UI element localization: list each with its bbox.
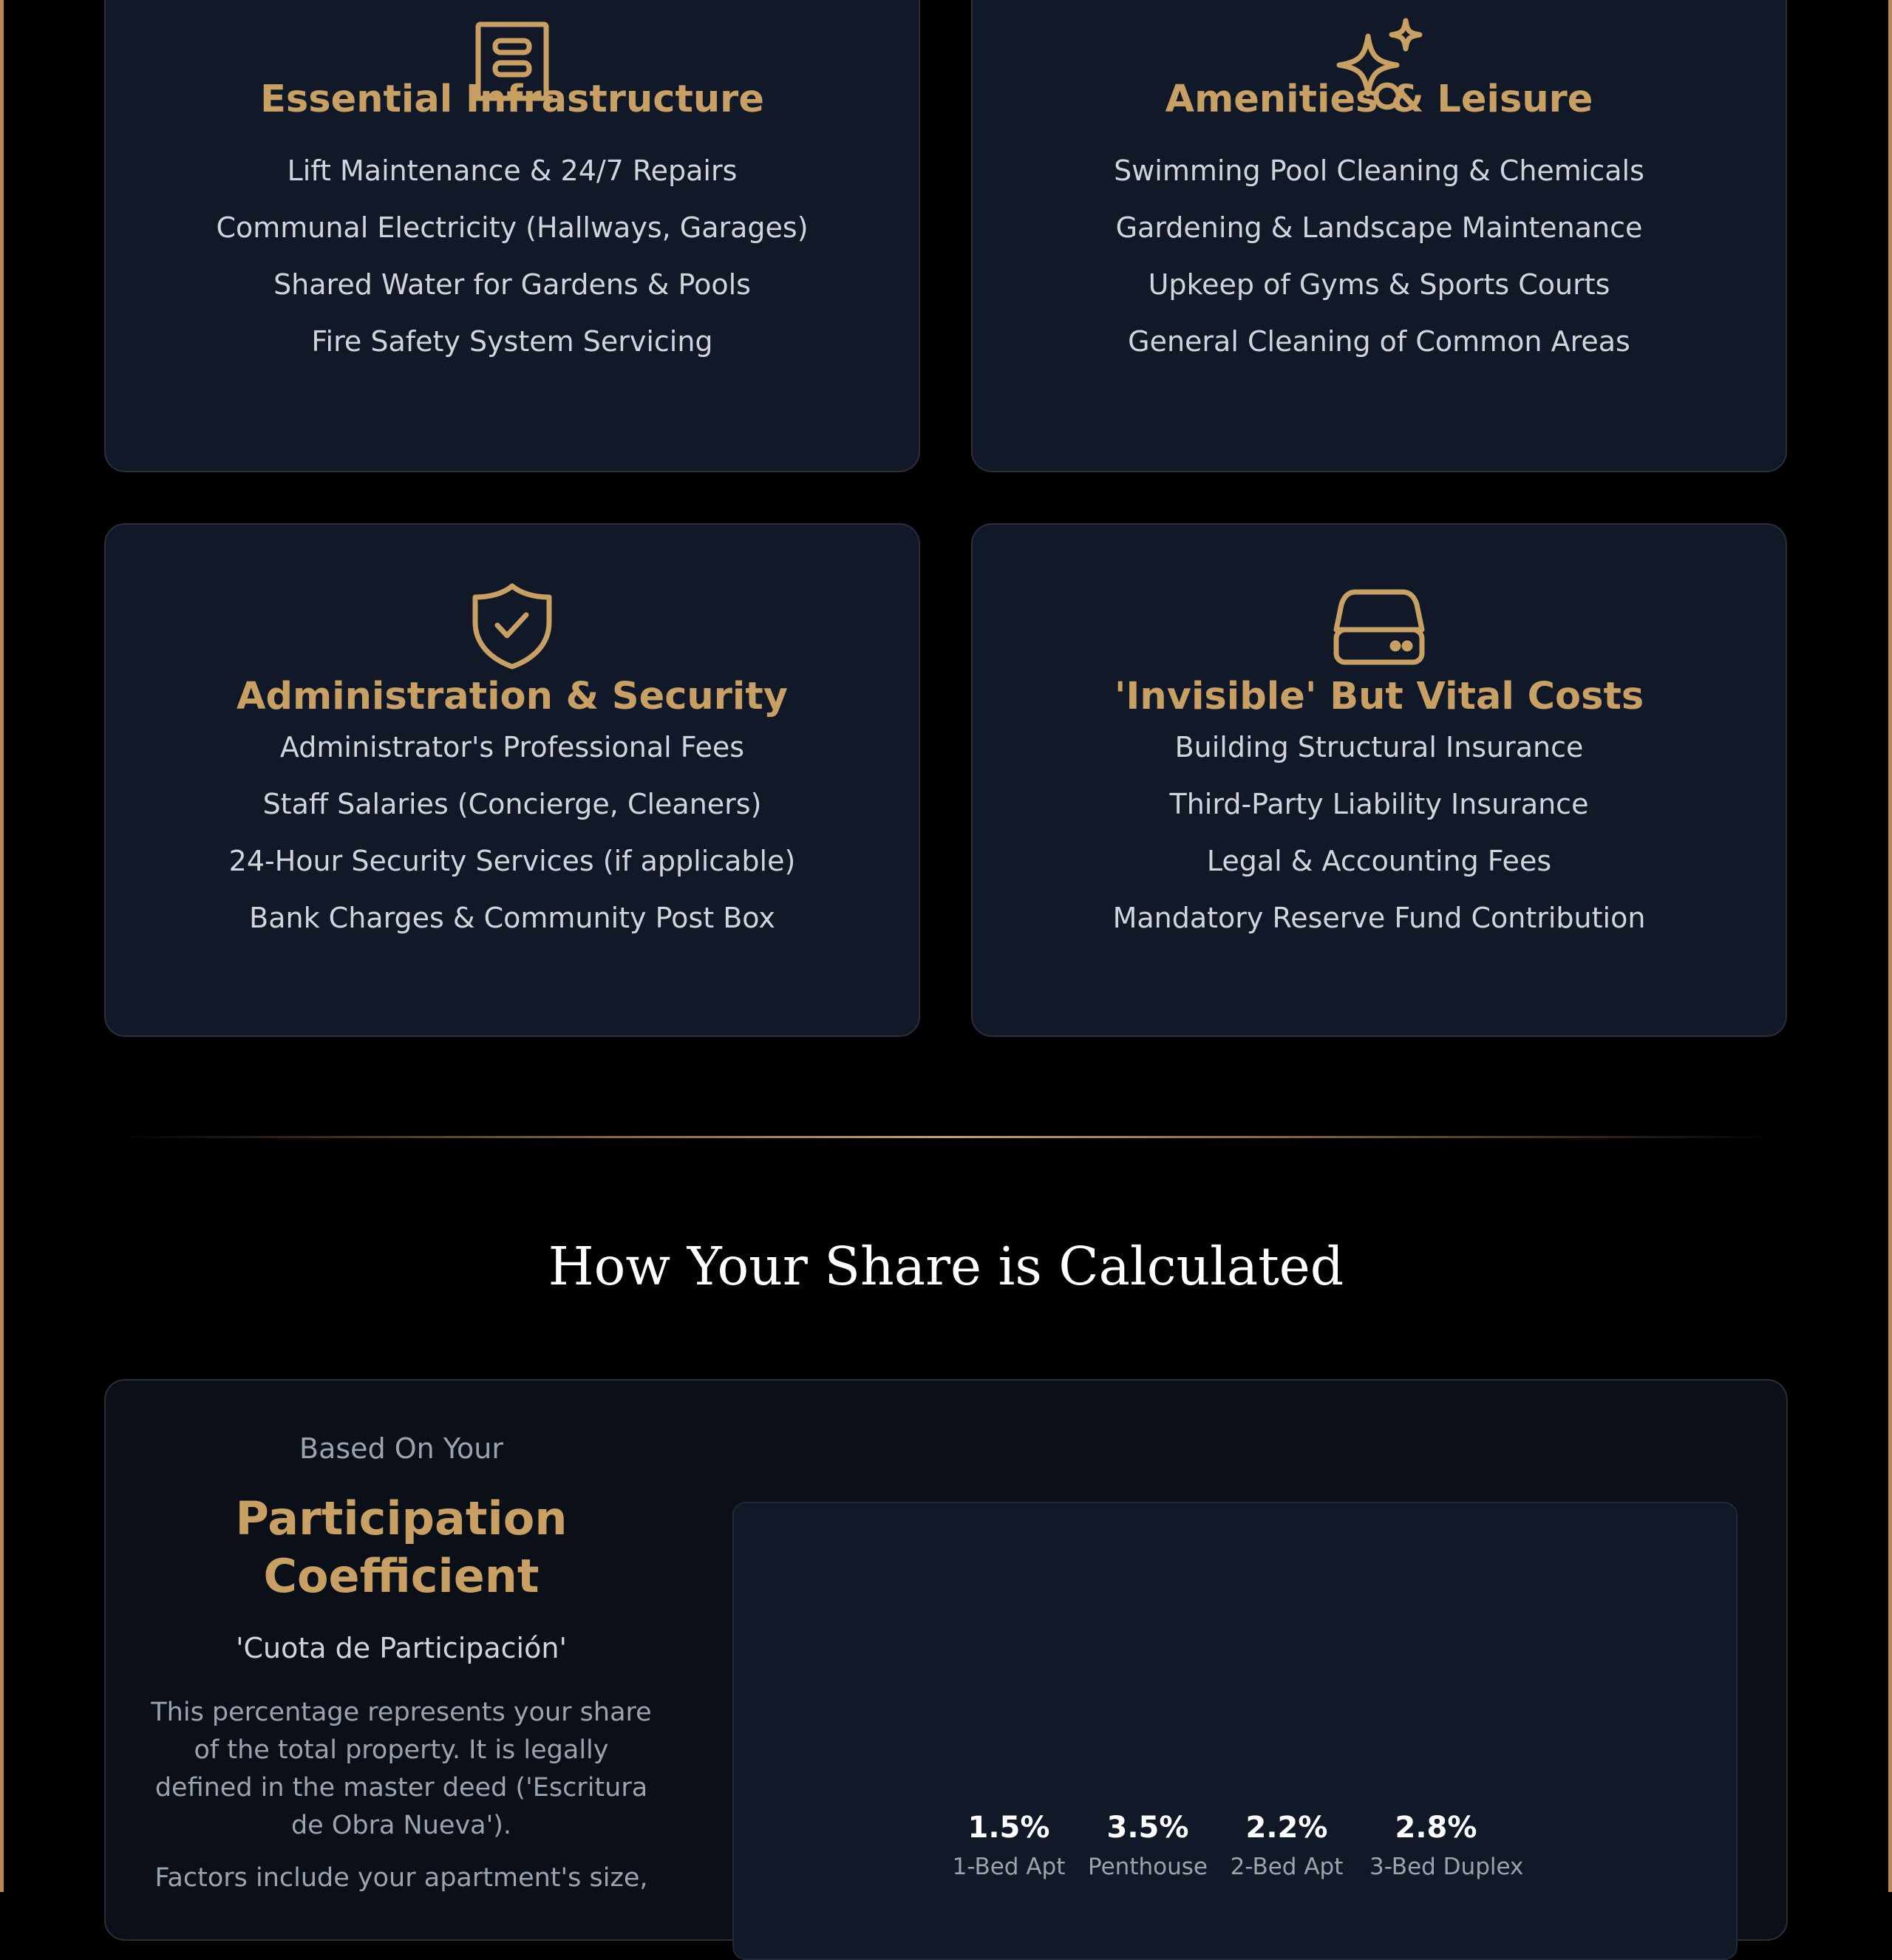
factors-text: Factors include your apartment's size, [154, 1863, 648, 1893]
card-title: 'Invisible' But Vital Costs [1114, 675, 1644, 718]
section-title: How Your Share is Calculated [548, 1236, 1344, 1297]
card-amenities-leisure [971, 0, 1787, 472]
list-item: Fire Safety System Servicing [311, 325, 713, 358]
list-item: Communal Electricity (Hallways, Garages) [216, 211, 809, 244]
card-item-list [973, 719, 1786, 947]
tick-label: 2-Bed Apt [1230, 1854, 1344, 1880]
list-item: Staff Salaries (Concierge, Cleaners) [262, 788, 762, 820]
tick-label: 3-Bed Duplex [1369, 1854, 1524, 1880]
card-title: Essential Infrastructure [260, 78, 764, 121]
data-label: 3.5% [1106, 1811, 1189, 1845]
list-item: Legal & Accounting Fees [1206, 845, 1552, 877]
bar-2-bed-apt [1220, 1811, 1353, 1880]
bar-1-bed-apt [942, 1811, 1075, 1880]
page-left-border [0, 0, 4, 1892]
spanish-term: 'Cuota de Participación' [236, 1632, 567, 1664]
list-item: Lift Maintenance & 24/7 Repairs [287, 154, 738, 187]
tick-label: Penthouse [1088, 1854, 1208, 1880]
eyebrow-text: Based On Your [299, 1432, 503, 1465]
card-title: Administration & Security [236, 675, 788, 718]
list-item: Third-Party Liability Insurance [1169, 788, 1589, 820]
section-divider [118, 1136, 1774, 1138]
hard-drive-icon [1333, 588, 1425, 667]
card-invisible-costs [971, 523, 1787, 1037]
card-item-list [106, 719, 919, 947]
card-item-list [106, 143, 919, 370]
shield-check-icon [468, 582, 557, 671]
participation-title: Participation Coefficient [235, 1491, 568, 1603]
card-essential-infrastructure [104, 0, 920, 472]
list-item: Gardening & Landscape Maintenance [1115, 211, 1643, 244]
data-label: 2.2% [1245, 1811, 1328, 1845]
list-item: Building Structural Insurance [1174, 731, 1584, 763]
bar-penthouse [1081, 1811, 1214, 1880]
list-item: Mandatory Reserve Fund Contribution [1112, 902, 1646, 934]
list-item: Upkeep of Gyms & Sports Courts [1148, 268, 1610, 301]
card-title: Amenities & Leisure [1165, 78, 1593, 121]
description-text: This percentage represents your share of the total property. It is legally defined in the master deed ('Escritura de Obra Nueva'). [151, 1698, 652, 1840]
list-item: General Cleaning of Common Areas [1128, 325, 1630, 358]
participation-card [104, 1379, 1788, 1941]
list-item: Bank Charges & Community Post Box [249, 902, 775, 934]
card-administration-security [104, 523, 920, 1037]
list-item: Shared Water for Gardens & Pools [273, 268, 751, 301]
tick-label: 1-Bed Apt [952, 1854, 1066, 1880]
list-item: Swimming Pool Cleaning & Chemicals [1114, 154, 1644, 187]
page-right-border [1888, 0, 1892, 1892]
bar-3-bed-duplex [1369, 1811, 1524, 1880]
list-item: Administrator's Professional Fees [279, 731, 745, 763]
list-item: 24-Hour Security Services (if applicable) [228, 845, 796, 877]
card-item-list [973, 143, 1786, 370]
coefficient-chart [732, 1502, 1738, 1960]
data-label: 1.5% [967, 1811, 1050, 1845]
data-label: 2.8% [1395, 1811, 1477, 1845]
